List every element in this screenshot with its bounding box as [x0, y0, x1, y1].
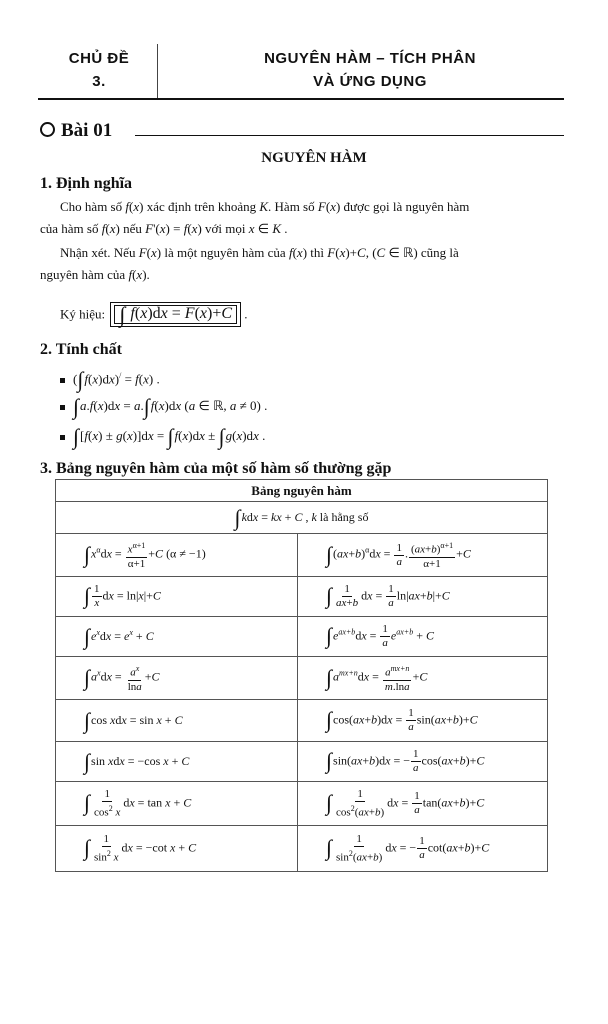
table-cell: $\int a^{mx+n}dx$ = $\frac{a^{mx+n}}{m.\ln a}$ +C — [298, 657, 548, 700]
table-row — [56, 700, 548, 742]
table-cell: ∫ $\frac{1}{\sin^2(ax+b)}$ dx = − $\frac{1}{a}$ cot(ax+b)+C — [298, 826, 548, 872]
section-definition-heading: 1. Định nghĩa — [40, 175, 133, 192]
table-cell: ∫cos xdx = sin x + C — [56, 700, 298, 742]
table-cell: ∫ $\frac{1}{\cos^2 x}$ dx = tan x + C — [56, 782, 298, 826]
table-cell: ∫sin xdx = −cos x + C — [56, 742, 298, 782]
lesson-rule — [135, 135, 564, 136]
property-1: (∫f(x)dx)/ = f(x) . — [60, 368, 160, 388]
table-cell: $\int(ax+b)^\alpha dx$ = $\frac{1}{a}$ . $\frac{(ax+b)^{\alpha+1}}{\alpha+1}$ +C — [298, 534, 548, 577]
circle-icon — [40, 122, 55, 137]
table-row — [56, 657, 548, 700]
table-cell: ∫ $\frac{1}{\sin^2 x}$ dx = −cot x + C — [56, 826, 298, 872]
table-cell: ∫ $\frac{1}{\cos^2(ax+b)}$ dx = $\frac{1}{a}$ tan(ax+b)+C — [298, 782, 548, 826]
antiderivative-table — [55, 479, 548, 872]
section-properties-heading: 2. Tính chất — [40, 341, 122, 358]
table-row — [56, 577, 548, 617]
table-row — [56, 782, 548, 826]
table-cell: $\int e^xdx = e^x + C$ — [56, 617, 298, 657]
lesson-heading: Bài 01 — [40, 120, 112, 142]
topic-label: CHỦ ĐỀ 3. — [68, 50, 130, 90]
table-cell: $\int e^{ax+b}dx$ = $\frac{1}{a}$ $e^{ax+b} + C$ — [298, 617, 548, 657]
table-row — [56, 617, 548, 657]
header-divider-vertical — [157, 44, 158, 98]
lesson-title: NGUYÊN HÀM — [261, 150, 367, 166]
table-cell: $\int x^\alpha dx$ = $\frac{x^{\alpha+1}}{\alpha+1}$ +C (α ≠ −1) — [56, 534, 298, 577]
table-cell: ∫ $\frac{1}{ax+b}$ dx = $\frac{1}{a}$ ln|ax+b|+C — [298, 577, 548, 617]
table-cell: ∫sin(ax+b)dx = − $\frac{1}{a}$ cos(ax+b)+C — [298, 742, 548, 782]
notation-line: Ký hiệu: ∫ f(x)dx = F(x)+C . — [60, 302, 248, 327]
header-rule — [38, 98, 564, 100]
property-2: ∫a.f(x)dx = a.∫f(x)dx (a ∈ ℝ, a ≠ 0) . — [60, 398, 267, 415]
table-row — [56, 742, 548, 782]
notation-box: ∫ f(x)dx = F(x)+C — [110, 302, 241, 327]
table-row — [56, 826, 548, 872]
table-cell: $\int a^xdx$ = $\frac{a^x}{\ln a}$ +C — [56, 657, 298, 700]
definition-paragraph: Cho hàm số f(x) xác định trên khoảng K. Hàm số F(x) được gọi là nguyên hàm của hàm số f(x) nếu F'(x) = f(x) với mọi x ∈ K . Nhận xét. Nếu F(x) là một nguyên hàm của f(x) thì F(x)+C, (C ∈ ℝ) cũng là nguyên hàm của f(x). — [40, 199, 470, 282]
table-cell: ∫cos(ax+b)dx = $\frac{1}{a}$ sin(ax+b)+C — [298, 700, 548, 742]
table-row: ∫kdx = kx + C , k là hằng số — [56, 502, 548, 534]
table-cell: ∫ $\frac{1}{x}$ dx = ln|x|+C — [56, 577, 298, 617]
chapter-title: NGUYÊN HÀM – TÍCH PHÂN VÀ ỨNG DỤNG — [264, 50, 476, 90]
property-3: ∫[f(x) ± g(x)]dx = ∫f(x)dx ± ∫g(x)dx . — [60, 428, 265, 445]
section-table-heading: 3. Bảng nguyên hàm của một số hàm số thường gặp — [40, 460, 392, 477]
table-row — [56, 534, 548, 577]
table-caption: Bảng nguyên hàm — [56, 480, 548, 502]
